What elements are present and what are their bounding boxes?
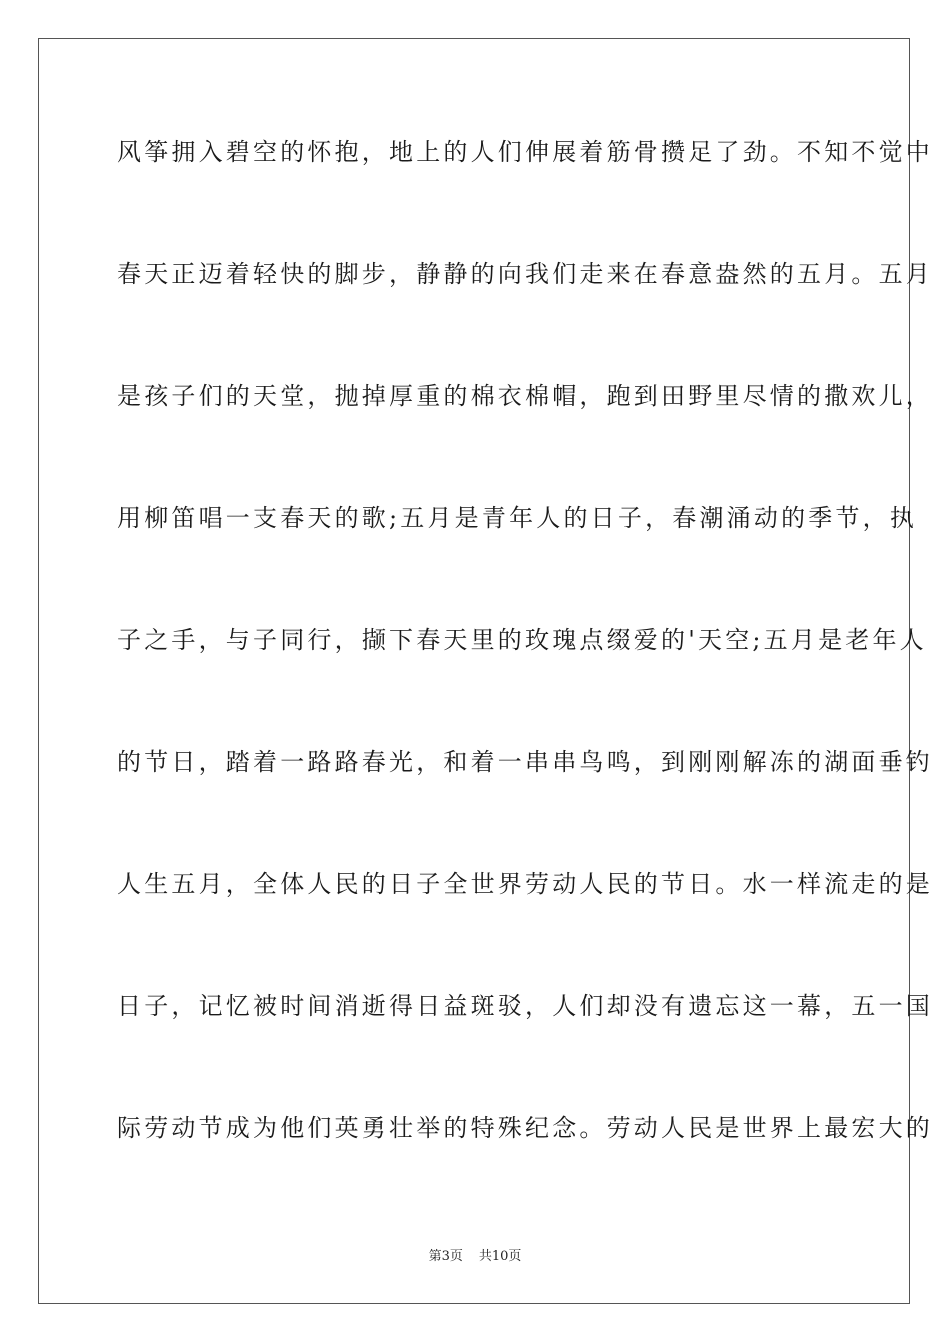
body-text-line: 日子，记忆被时间消逝得日益斑驳，人们却没有遗忘这一幕，五一国	[117, 992, 933, 1020]
body-text-line: 是孩子们的天堂，抛掉厚重的棉衣棉帽，跑到田野里尽情的撒欢儿，	[117, 382, 933, 410]
body-text-line: 风筝拥入碧空的怀抱，地上的人们伸展着筋骨攒足了劲。不知不觉中	[117, 138, 933, 166]
page-number: 第3页	[428, 1249, 463, 1264]
body-text-line: 人生五月，全体人民的日子全世界劳动人民的节日。水一样流走的是	[117, 870, 933, 898]
page-footer	[0, 1248, 950, 1266]
body-text-line: 际劳动节成为他们英勇壮举的特殊纪念。劳动人民是世界上最宏大的	[117, 1114, 933, 1142]
body-text-line: 用柳笛唱一支春天的歌;五月是青年人的日子，春潮涌动的季节，执	[117, 504, 918, 532]
page-total: 共10页	[478, 1249, 522, 1264]
body-text-line: 的节日，踏着一路路春光，和着一串串鸟鸣，到刚刚解冻的湖面垂钓	[117, 748, 933, 776]
body-text-line: 春天正迈着轻快的脚步，静静的向我们走来在春意盎然的五月。五月	[117, 260, 933, 288]
body-text-line: 子之手，与子同行，撷下春天里的玫瑰点缀爱的'天空;五月是老年人	[117, 626, 927, 654]
